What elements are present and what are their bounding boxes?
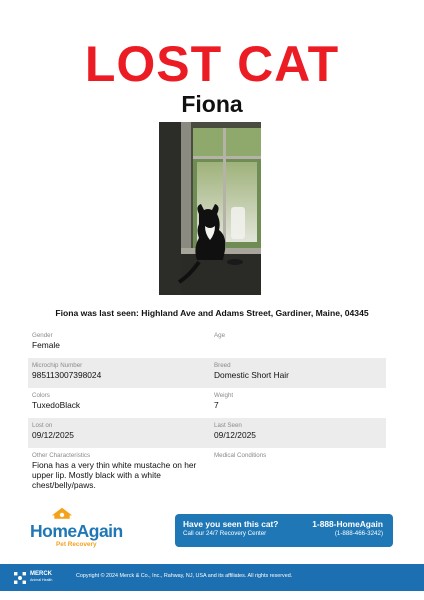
breed-label: Breed bbox=[214, 362, 231, 369]
recovery-call-banner[interactable] bbox=[175, 514, 393, 547]
details-row-microchip-breed bbox=[28, 358, 386, 388]
other-cell bbox=[28, 448, 214, 488]
age-cell bbox=[214, 328, 386, 358]
weight-label: Weight bbox=[214, 392, 234, 399]
microchip-label: Microchip Number bbox=[32, 362, 83, 369]
age-label: Age bbox=[214, 332, 226, 339]
breed-cell bbox=[214, 358, 386, 388]
last-seen-label: Last Seen bbox=[214, 422, 242, 429]
breed-value: Domestic Short Hair bbox=[214, 370, 289, 380]
recovery-phone-numeric: (1-888-466-3242) bbox=[334, 530, 383, 537]
last-seen-value: 09/12/2025 bbox=[214, 430, 256, 440]
weight-cell bbox=[214, 388, 386, 418]
other-label: Other Characteristics bbox=[32, 452, 91, 459]
lost-on-label: Lost on bbox=[32, 422, 53, 429]
copyright-text: Copyright © 2024 Merck & Co., Inc., Rahway, NJ, USA and its affiliates. All rights reserved. bbox=[76, 573, 293, 579]
microchip-value: 985113007398024 bbox=[32, 370, 102, 380]
footer-bar bbox=[0, 564, 424, 591]
last-seen-cell bbox=[214, 418, 386, 448]
recovery-phone-link[interactable]: 1-888-HomeAgain bbox=[312, 519, 383, 529]
medical-label: Medical Conditions bbox=[214, 452, 267, 459]
homeagain-logo: HomeAgain bbox=[30, 521, 123, 541]
weight-value: 7 bbox=[214, 400, 219, 410]
details-table bbox=[28, 328, 386, 488]
details-row-other-medical bbox=[28, 448, 386, 488]
pet-photo bbox=[159, 122, 261, 295]
lost-on-cell bbox=[28, 418, 214, 448]
lost-cat-headline: LOST CAT bbox=[84, 36, 340, 92]
details-row-lost-lastseen bbox=[28, 418, 386, 448]
details-row-gender-age bbox=[28, 328, 386, 358]
medical-cell bbox=[214, 448, 386, 488]
other-value: Fiona has a very thin white mustache on her upper lip. Mostly black with a white chest/belly/paws. bbox=[32, 460, 197, 490]
microchip-cell bbox=[28, 358, 214, 388]
pet-name: Fiona bbox=[181, 91, 243, 117]
details-row-colors-weight bbox=[28, 388, 386, 418]
merck-subtitle: Animal Health bbox=[30, 578, 53, 582]
cat-photo-illustration bbox=[159, 122, 261, 295]
colors-value: TuxedoBlack bbox=[32, 400, 81, 410]
gender-value: Female bbox=[32, 340, 60, 350]
cta-subtext: Call our 24/7 Recovery Center bbox=[183, 530, 267, 537]
house-dog-logo-icon bbox=[50, 503, 74, 523]
colors-cell bbox=[28, 388, 214, 418]
lost-on-value: 09/12/2025 bbox=[32, 430, 74, 440]
cta-question: Have you seen this cat? bbox=[183, 519, 279, 529]
gender-cell bbox=[28, 328, 214, 358]
gender-label: Gender bbox=[32, 332, 53, 339]
merck-wordmark: MERCK bbox=[30, 571, 52, 577]
last-seen-location: Fiona was last seen: Highland Ave and Adams Street, Gardiner, Maine, 04345 bbox=[55, 308, 369, 318]
colors-label: Colors bbox=[32, 392, 50, 399]
merck-logo-icon bbox=[14, 572, 26, 584]
homeagain-tagline: Pet Recovery bbox=[56, 541, 97, 548]
